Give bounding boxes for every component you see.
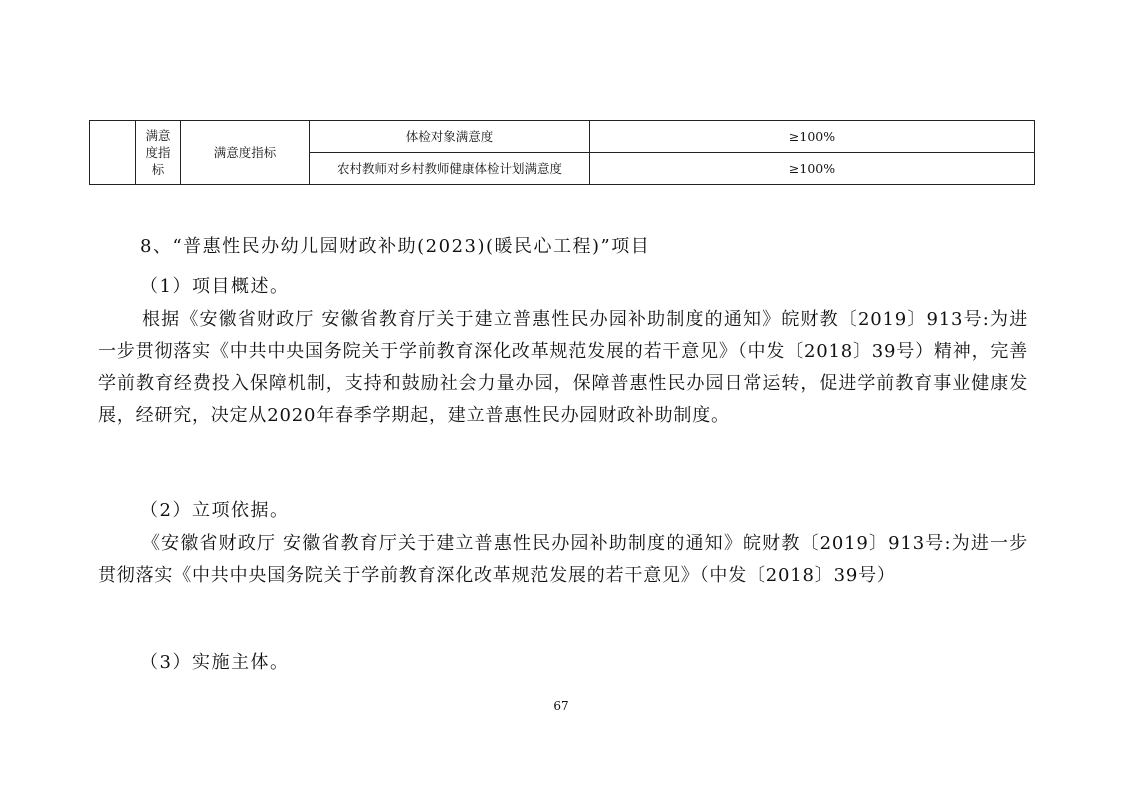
section-heading: 8、“普惠性民办幼儿园财政补助(2023)(暖民心工程)”项目	[140, 236, 651, 257]
subcategory-cell: 满意度指标	[181, 121, 310, 185]
page-number: 67	[553, 699, 569, 713]
subsection-title-basis: （2）立项依据。	[140, 500, 290, 521]
subsection-title-implementer: （3）实施主体。	[140, 652, 290, 673]
value-cell: ≥100%	[590, 153, 1035, 185]
table-row	[90, 121, 1035, 153]
indicator-cell: 农村教师对乡村教师健康体检计划满意度	[310, 153, 590, 185]
category-label: 满意度指标	[145, 128, 171, 177]
value-cell: ≥100%	[590, 121, 1035, 153]
indicator-cell: 体检对象满意度	[310, 121, 590, 153]
category-cell	[136, 121, 181, 185]
empty-cell	[90, 121, 136, 185]
overview-paragraph: 根据《安徽省财政厅 安徽省教育厅关于建立普惠性民办园补助制度的通知》皖财教〔2019〕913号:为进一步贯彻落实《中共中央国务院关于学前教育深化改革规范发展的若干意见》（中发〔2018〕39号）精神，完善学前教育经费投入保障机制，支持和鼓励社会力量办园，保障普惠性民办园日常运转，促进学前教育事业健康发展，经研究，决定从2020年春季学期起，建立普惠性民办园财政补助制度。	[98, 309, 1028, 426]
indicator-table	[89, 120, 1035, 185]
basis-paragraph: 《安徽省财政厅 安徽省教育厅关于建立普惠性民办园补助制度的通知》皖财教〔2019〕913号:为进一步贯彻落实《中共中央国务院关于学前教育深化改革规范发展的若干意见》（中发〔2018〕39号）	[98, 533, 1028, 586]
subsection-title-overview: （1）项目概述。	[140, 276, 290, 297]
